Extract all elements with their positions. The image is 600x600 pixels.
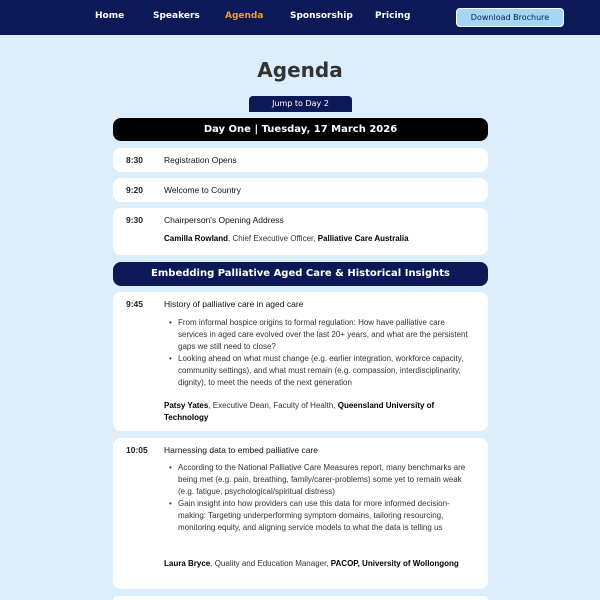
section-header: Embedding Palliative Aged Care & Historical Insights: [113, 262, 488, 286]
speaker-name: Camilla Rowland: [164, 234, 229, 243]
agenda-item-welcome: [113, 178, 488, 202]
speaker-name: Patsy Yates: [164, 401, 209, 410]
bullet-point: • From informal hospice origins to formal regulation: How have palliative care services in aged care evolved over the last 20+ years, and what are the persistent gaps we still need to close?: [164, 317, 474, 353]
session-bullet-list: [164, 317, 474, 389]
nav-pricing-link[interactable]: Pricing: [375, 11, 411, 21]
session-title: Chairperson's Opening Address: [164, 215, 284, 225]
day-one-header: Day One | Tuesday, 17 March 2026: [113, 118, 488, 141]
speaker-role: , Quality and Education Manager,: [210, 559, 331, 568]
jump-to-day-2-button[interactable]: Jump to Day 2: [249, 96, 352, 112]
bullet-point: • Looking ahead on what must change (e.g. earlier integration, workforce capacity, community settings), and what must remain (e.g. compassion, interdisciplinarity, dignity), to meet the needs of the next generation: [164, 353, 474, 389]
session-speaker: [164, 558, 474, 570]
agenda-item-registration: [113, 148, 488, 172]
agenda-item-next: [113, 596, 488, 600]
speaker-name: Laura Bryce: [164, 559, 211, 568]
top-navigation-bar: [0, 0, 600, 35]
session-time: 9:20: [126, 185, 144, 195]
agenda-item-harnessing-data: [113, 438, 488, 589]
session-time: 10:05: [126, 445, 148, 455]
session-time: 9:45: [126, 299, 144, 309]
session-time: 8:30: [126, 155, 144, 165]
nav-home-link[interactable]: Home: [95, 11, 125, 21]
speaker-organisation: Palliative Care Australia: [317, 234, 409, 243]
nav-speakers-link[interactable]: Speakers: [153, 11, 200, 21]
speaker-organisation: PACOP, University of Wollongong: [330, 559, 459, 568]
session-title: Welcome to Country: [164, 185, 241, 195]
nav-agenda-link[interactable]: Agenda: [225, 11, 264, 21]
speaker-role: , Chief Executive Officer,: [228, 234, 318, 243]
bullet-point: • Gain insight into how providers can use this data for more informed decision-making: Targeting underperforming symptom domains, tailoring resourcing, monitoring equity, and aligning service models to what the data is telling us: [164, 498, 474, 534]
session-title: Harnessing data to embed palliative care: [164, 445, 319, 455]
session-speaker: [164, 400, 474, 424]
bullet-point: • According to the National Palliative Care Measures report, many benchmarks are being met (e.g. pain, breathing, family/carer-problems) some yet to remain weak (e.g. fatigue, psychological/spiritual distress): [164, 462, 474, 498]
nav-sponsorship-link[interactable]: Sponsorship: [290, 11, 353, 21]
page-title: Agenda: [257, 58, 343, 82]
session-title: History of palliative care in aged care: [164, 299, 304, 309]
session-speaker: [164, 233, 474, 245]
session-title: Registration Opens: [164, 155, 237, 165]
agenda-item-history: [113, 292, 488, 431]
speaker-organisation: Queensland University of Technology: [164, 401, 435, 422]
session-bullet-list: [164, 462, 474, 534]
download-brochure-button[interactable]: Download Brochure: [456, 8, 564, 27]
speaker-role: , Executive Dean, Faculty of Health,: [208, 401, 338, 410]
session-time: 9:30: [126, 215, 144, 225]
agenda-item-opening-address: [113, 208, 488, 255]
